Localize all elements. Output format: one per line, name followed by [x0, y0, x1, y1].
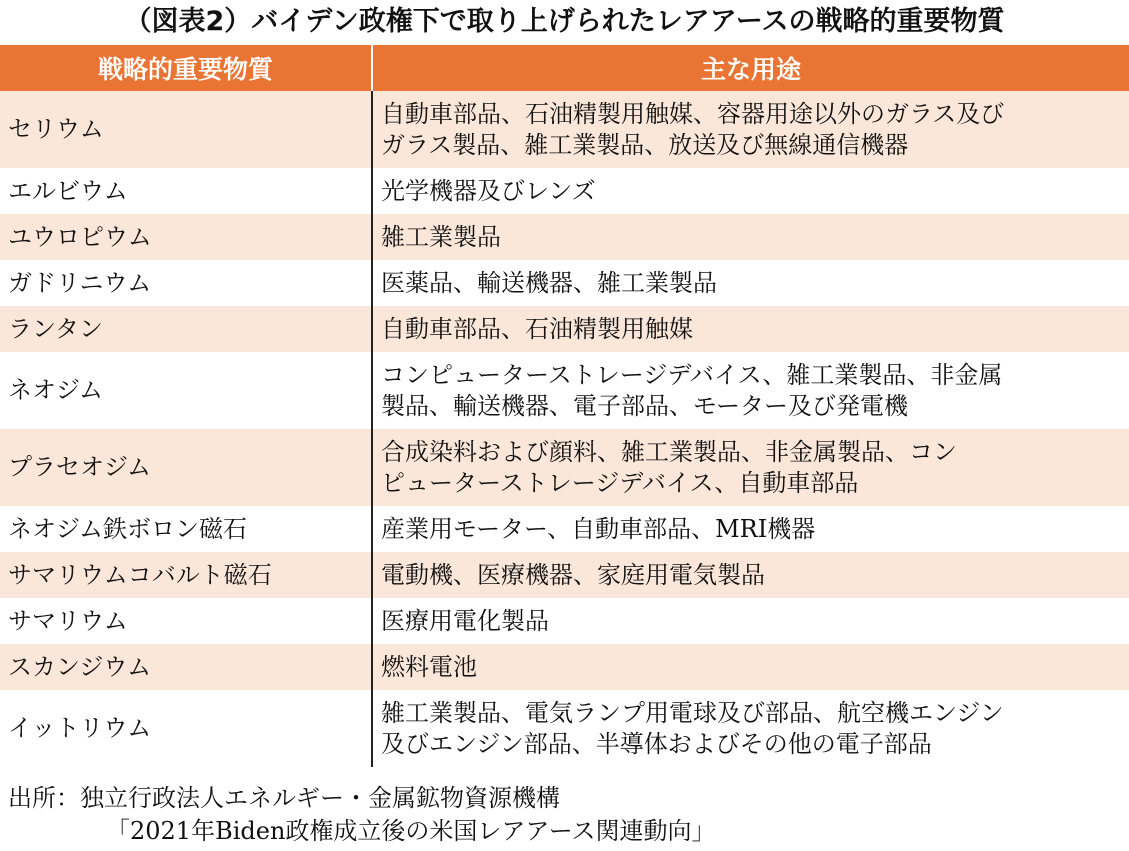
table-row — [0, 552, 1129, 598]
material-name-cell: ガドリニウム — [0, 260, 372, 306]
uses-line: 燃料電池 — [381, 652, 477, 681]
material-name-cell: イットリウム — [0, 690, 372, 767]
material-uses-cell — [372, 506, 1129, 552]
uses-line: 製品、輸送機器、電子部品、モーター及び発電機 — [381, 391, 909, 420]
material-uses-cell — [372, 429, 1129, 506]
material-name-cell: セリウム — [0, 91, 372, 168]
uses-line: 雑工業製品 — [381, 222, 501, 251]
material-uses-cell — [372, 552, 1129, 598]
source-line-2: 「2021年Biden政権成立後の米国レアアース関連動向」 — [106, 817, 716, 845]
table-row — [0, 644, 1129, 690]
material-name-cell: エルビウム — [0, 168, 372, 214]
uses-line: 合成染料および顔料、雑工業製品、非金属製品、コン — [381, 437, 957, 466]
uses-line: コンピューターストレージデバイス、雑工業製品、非金属 — [381, 360, 1003, 389]
material-uses-cell — [372, 644, 1129, 690]
source-note — [8, 782, 716, 848]
table-row — [0, 91, 1129, 168]
table-row — [0, 306, 1129, 352]
material-name-cell: ランタン — [0, 306, 372, 352]
table-row — [0, 429, 1129, 506]
table-row — [0, 598, 1129, 644]
page-title: （図表2）バイデン政権下で取り上げられたレアアースの戦略的重要物質 — [124, 6, 1005, 37]
material-name-cell: ユウロピウム — [0, 214, 372, 260]
table-row — [0, 168, 1129, 214]
material-name-cell: プラセオジム — [0, 429, 372, 506]
uses-line: 光学機器及びレンズ — [381, 176, 596, 205]
table-row — [0, 214, 1129, 260]
uses-line: 電動機、医療機器、家庭用電気製品 — [381, 560, 765, 589]
table-row — [0, 260, 1129, 306]
table-row — [0, 352, 1129, 429]
material-uses-cell — [372, 306, 1129, 352]
uses-line: 自動車部品、石油精製用触媒、容器用途以外のガラス及び — [381, 99, 1005, 128]
material-uses-cell — [372, 690, 1129, 767]
uses-line: 医薬品、輸送機器、雑工業製品 — [381, 268, 717, 297]
header-material: 戦略的重要物質 — [0, 45, 372, 91]
material-name-cell: サマリウム — [0, 598, 372, 644]
uses-line: 産業用モーター、自動車部品、MRI機器 — [381, 514, 816, 543]
uses-line: 及びエンジン部品、半導体およびその他の電子部品 — [381, 729, 932, 758]
materials-table — [0, 45, 1129, 767]
table-body — [0, 91, 1129, 767]
material-uses-cell — [372, 352, 1129, 429]
table-header-row — [0, 45, 1129, 91]
table-row — [0, 506, 1129, 552]
material-uses-cell — [372, 260, 1129, 306]
uses-line: ガラス製品、雑工業製品、放送及び無線通信機器 — [381, 130, 909, 159]
uses-line: 雑工業製品、電気ランプ用電球及び部品、航空機エンジン — [381, 698, 1004, 727]
material-name-cell: ネオジム鉄ボロン磁石 — [0, 506, 372, 552]
table-row — [0, 690, 1129, 767]
material-uses-cell — [372, 91, 1129, 168]
uses-line: 自動車部品、石油精製用触媒 — [381, 314, 693, 343]
header-uses: 主な用途 — [372, 45, 1129, 91]
source-line-1: 出所：独立行政法人エネルギー・金属鉱物資源機構 — [8, 784, 560, 812]
material-uses-cell — [372, 168, 1129, 214]
material-name-cell: サマリウムコバルト磁石 — [0, 552, 372, 598]
uses-line: ピューターストレージデバイス、自動車部品 — [381, 468, 859, 497]
material-name-cell: ネオジム — [0, 352, 372, 429]
material-name-cell: スカンジウム — [0, 644, 372, 690]
material-uses-cell — [372, 214, 1129, 260]
uses-line: 医療用電化製品 — [381, 606, 549, 635]
material-uses-cell — [372, 598, 1129, 644]
